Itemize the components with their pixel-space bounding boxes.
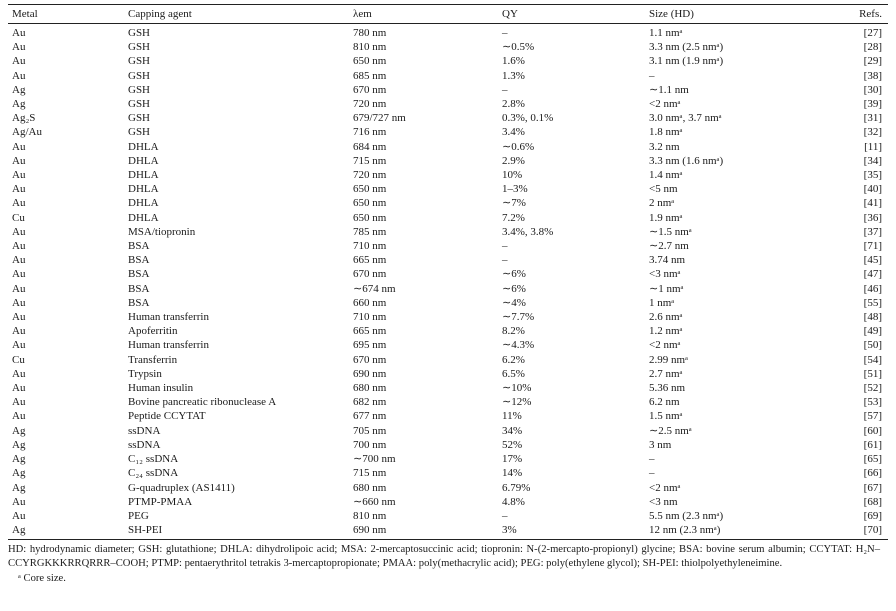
cell-emission: 700 nm [353, 438, 387, 451]
table-page [8, 0, 888, 586]
cell-emission: 710 nm [353, 311, 387, 324]
header-refs: Refs. [859, 8, 882, 20]
cell-size: <3 nm [649, 495, 678, 508]
cell-capping-agent: BSA [128, 282, 150, 295]
table-row [8, 395, 888, 409]
cell-qy: 6.2% [502, 353, 525, 366]
cell-size: 3.2 nm [649, 140, 680, 153]
cell-metal: Ag [12, 424, 26, 437]
cell-capping-agent: GSH [128, 126, 151, 139]
cell-ref: [46] [863, 282, 882, 295]
cell-qy: ∼10% [502, 382, 532, 395]
cell-capping-agent: PEG [128, 509, 149, 522]
cell-size: ∼2.7 nm [649, 240, 689, 253]
cell-capping-agent: Apoferritin [128, 325, 178, 338]
cell-qy: 1–3% [502, 183, 528, 196]
table-row [8, 424, 888, 438]
cell-emission: 785 nm [353, 225, 387, 238]
cell-capping-agent: DHLA [128, 140, 159, 153]
cell-emission: 670 nm [353, 83, 387, 96]
cell-emission: 650 nm [353, 55, 387, 68]
cell-ref: [54] [863, 353, 882, 366]
cell-ref: [11] [864, 140, 882, 153]
core-size-footnote: ᵃ Core size. [18, 573, 66, 585]
cell-capping-agent: ssDNA [128, 438, 161, 451]
table-header [8, 5, 888, 24]
cell-ref: [35] [863, 169, 882, 182]
cell-metal: Ag [12, 438, 26, 451]
cell-emission: 670 nm [353, 268, 387, 281]
cell-size: 1.1 nmᵃ [649, 27, 683, 39]
cell-size: 5.5 nm (2.3 nmᵃ) [649, 509, 724, 522]
table-row [8, 381, 888, 395]
cell-qy: ∼0.5% [502, 41, 535, 54]
cell-qy: 1.3% [502, 69, 525, 82]
cell-capping-agent: BSA [128, 240, 150, 253]
cell-qy: ∼4.3% [502, 339, 535, 352]
cell-capping-agent: GSH [128, 69, 151, 82]
cell-capping-agent: Bovine pancreatic ribonuclease A [128, 396, 277, 409]
cell-capping-agent: BSA [128, 268, 150, 281]
cell-size: 1.2 nmᵃ [649, 325, 683, 338]
cell-ref: [38] [863, 69, 882, 82]
cell-ref: [68] [863, 495, 882, 508]
table-row [8, 438, 888, 452]
table-row [8, 83, 888, 97]
cell-size: <3 nmᵃ [649, 268, 681, 281]
cell-qy: 2.8% [502, 98, 525, 111]
cell-ref: [27] [863, 27, 882, 39]
cell-metal: Au [12, 225, 26, 238]
cell-qy: 10% [502, 169, 523, 182]
cell-capping-agent: BSA [128, 296, 150, 309]
cell-ref: [47] [863, 268, 882, 281]
table-row [8, 296, 888, 310]
abbreviations-footnote: HD: hydrodynamic diameter; GSH: glutathione; DHLA: dihydrolipoic acid; MSA: 2-mercaptosuccinic acid; tiopronin: N-(2-mercapto-propionyl) glycine; BSA: bovine serum albumin; CCYTAT: H₂N–CCYRGKKKRRQRRR–COOH; PTMP: pentaerythritol tetrakis 3-mercaptopropionate; PMAA: poly(methacrylic acid); PEG: poly(ethylene glycol); SH-PEI: thiolpolyethyleneimine. [8, 544, 880, 570]
cell-size: ∼2.5 nmᵃ [649, 424, 692, 437]
cell-qy: 0.3%, 0.1% [502, 112, 554, 125]
cell-metal: Au [12, 382, 26, 395]
cell-metal: Au [12, 339, 26, 352]
cell-size: – [649, 69, 655, 82]
cell-qy: 1.6% [502, 55, 525, 68]
cell-metal: Au [12, 509, 26, 522]
cell-metal: Ag [12, 83, 26, 96]
cell-capping-agent: DHLA [128, 183, 159, 196]
header-size: Size (HD) [649, 8, 694, 20]
cell-ref: [28] [863, 41, 882, 54]
table-row [8, 338, 888, 352]
cell-ref: [48] [863, 311, 882, 324]
cell-ref: [37] [863, 225, 882, 238]
cell-emission: 680 nm [353, 481, 387, 494]
cell-capping-agent: Human transferrin [128, 311, 209, 324]
cell-qy: 2.9% [502, 154, 525, 167]
cell-ref: [50] [863, 339, 882, 352]
cell-size: 3.74 nm [649, 254, 686, 267]
cell-qy: 17% [502, 453, 523, 466]
cell-metal: Au [12, 396, 26, 409]
table-row [8, 54, 888, 68]
table-row [8, 409, 888, 423]
cell-emission: 810 nm [353, 509, 387, 522]
cell-size: 3 nm [649, 438, 672, 451]
cell-qy: ∼12% [502, 396, 532, 409]
table-row [8, 140, 888, 154]
header-capping-agent: Capping agent [128, 8, 192, 20]
cell-qy: ∼0.6% [502, 140, 535, 153]
cell-metal: Au [12, 41, 26, 54]
cell-metal: Au [12, 154, 26, 167]
cell-capping-agent: C₂₄ ssDNA [128, 467, 179, 480]
cell-ref: [55] [863, 296, 882, 309]
cell-qy: ∼7.7% [502, 311, 535, 324]
cell-emission: 810 nm [353, 41, 387, 54]
cell-emission: 665 nm [353, 325, 387, 338]
table-row [8, 282, 888, 296]
cell-size: 1.5 nmᵃ [649, 410, 683, 423]
cell-capping-agent: GSH [128, 83, 151, 96]
cell-emission: 690 nm [353, 367, 387, 380]
cell-qy: 7.2% [502, 211, 525, 224]
cell-emission: 665 nm [353, 254, 387, 267]
cell-qy: – [502, 240, 508, 253]
cell-emission: 677 nm [353, 410, 387, 423]
table-row [8, 509, 888, 523]
cell-emission: 650 nm [353, 211, 387, 224]
table-row [8, 267, 888, 281]
cell-emission: 650 nm [353, 183, 387, 196]
cell-capping-agent: BSA [128, 254, 150, 267]
cell-size: – [649, 453, 655, 466]
cell-emission: 684 nm [353, 140, 387, 153]
cell-capping-agent: ssDNA [128, 424, 161, 437]
cell-capping-agent: GSH [128, 41, 151, 54]
cell-size: 1.4 nmᵃ [649, 169, 683, 182]
cell-capping-agent: GSH [128, 27, 151, 39]
cell-qy: – [502, 83, 508, 96]
cell-ref: [39] [863, 98, 882, 111]
table-row [8, 481, 888, 495]
cell-metal: Ag [12, 481, 26, 494]
cell-emission: 690 nm [353, 524, 387, 537]
cell-metal: Au [12, 240, 26, 253]
table-row [8, 211, 888, 225]
cell-ref: [52] [863, 382, 882, 395]
cell-metal: Au [12, 183, 26, 196]
cell-emission: 679/727 nm [353, 112, 406, 125]
cell-size: – [649, 467, 655, 480]
cell-emission: 680 nm [353, 382, 387, 395]
cell-size: 3.3 nm (1.6 nmᵃ) [649, 154, 724, 167]
cell-qy: 3.4% [502, 126, 525, 139]
cell-size: <2 nmᵃ [649, 339, 681, 352]
cell-size: 3.1 nm (1.9 nmᵃ) [649, 55, 724, 68]
cell-emission: 695 nm [353, 339, 387, 352]
cell-qy: ∼6% [502, 268, 526, 281]
cell-size: 3.3 nm (2.5 nmᵃ) [649, 41, 724, 54]
cell-metal: Ag/Au [12, 126, 42, 139]
cell-emission: 715 nm [353, 467, 387, 480]
cell-capping-agent: GSH [128, 112, 151, 125]
cell-capping-agent: PTMP-PMAA [128, 495, 193, 508]
cell-metal: Au [12, 268, 26, 281]
cell-ref: [29] [863, 55, 882, 68]
table-row [8, 196, 888, 210]
cell-emission: 710 nm [353, 240, 387, 253]
cell-qy: 4.8% [502, 495, 525, 508]
cell-ref: [70] [863, 524, 882, 537]
cell-metal: Ag [12, 98, 26, 111]
table-row [8, 523, 888, 537]
cell-ref: [30] [863, 83, 882, 96]
cell-capping-agent: GSH [128, 55, 151, 68]
cell-ref: [60] [863, 424, 882, 437]
cell-capping-agent: Human transferrin [128, 339, 209, 352]
cell-qy: 14% [502, 467, 523, 480]
cell-qy: 34% [502, 424, 523, 437]
cell-metal: Au [12, 495, 26, 508]
table-row [8, 253, 888, 267]
cell-metal: Au [12, 325, 26, 338]
cell-ref: [51] [863, 367, 882, 380]
cell-metal: Cu [12, 211, 25, 224]
cell-metal: Au [12, 197, 26, 210]
cell-metal: Au [12, 27, 26, 39]
cell-qy: 6.79% [502, 481, 531, 494]
table-row [8, 310, 888, 324]
cell-metal: Ag [12, 453, 26, 466]
cell-metal: Cu [12, 353, 25, 366]
cell-qy: 6.5% [502, 367, 525, 380]
cell-capping-agent: MSA/tiopronin [128, 225, 196, 238]
cell-emission: ∼660 nm [353, 495, 396, 508]
cell-qy: – [502, 254, 508, 267]
cell-emission: 715 nm [353, 154, 387, 167]
cell-size: ∼1 nmᵃ [649, 282, 684, 295]
cell-metal: Au [12, 367, 26, 380]
cell-ref: [34] [863, 154, 882, 167]
cell-qy: 3.4%, 3.8% [502, 225, 554, 238]
cell-size: 1.8 nmᵃ [649, 126, 683, 139]
cell-metal: Au [12, 311, 26, 324]
table-row [8, 125, 888, 139]
cell-qy: 8.2% [502, 325, 525, 338]
header-emission: λem [353, 8, 372, 20]
table-row [8, 97, 888, 111]
cell-capping-agent: Peptide CCYTAT [128, 410, 206, 423]
cell-metal: Ag [12, 524, 26, 537]
cell-metal: Au [12, 169, 26, 182]
cell-qy: ∼4% [502, 296, 526, 309]
cell-metal: Au [12, 282, 26, 295]
cell-emission: ∼674 nm [353, 282, 396, 295]
cell-capping-agent: DHLA [128, 169, 159, 182]
cell-ref: [61] [863, 438, 882, 451]
table-row [8, 495, 888, 509]
cell-size: 2.6 nmᵃ [649, 311, 683, 324]
cell-ref: [45] [863, 254, 882, 267]
cell-capping-agent: DHLA [128, 197, 159, 210]
cell-ref: [40] [863, 183, 882, 196]
cell-emission: 716 nm [353, 126, 387, 139]
cell-ref: [49] [863, 325, 882, 338]
header-row [8, 5, 888, 24]
cell-size: 5.36 nm [649, 382, 686, 395]
cell-ref: [67] [863, 481, 882, 494]
table-row [8, 111, 888, 125]
cell-capping-agent: C₁₂ ssDNA [128, 453, 179, 466]
cell-capping-agent: G-quadruplex (AS1411) [128, 481, 235, 494]
cell-size: 1.9 nmᵃ [649, 211, 683, 224]
cell-emission: 720 nm [353, 98, 387, 111]
header-qy: QY [502, 8, 518, 20]
cell-emission: 685 nm [353, 69, 387, 82]
table-row [8, 239, 888, 253]
cell-emission: 682 nm [353, 396, 387, 409]
cell-ref: [57] [863, 410, 882, 423]
cell-emission: 660 nm [353, 296, 387, 309]
cell-metal: Au [12, 254, 26, 267]
cell-qy: – [502, 27, 508, 39]
cell-metal: Ag [12, 467, 26, 480]
cell-size: 12 nm (2.3 nmᵃ) [649, 524, 721, 537]
cell-metal: Au [12, 140, 26, 153]
cell-emission: 780 nm [353, 27, 387, 39]
cell-emission: 720 nm [353, 169, 387, 182]
cell-qy: 3% [502, 524, 517, 537]
cell-ref: [36] [863, 211, 882, 224]
table-row [8, 24, 888, 41]
cell-ref: [31] [863, 112, 882, 125]
cell-ref: [69] [863, 509, 882, 522]
cell-size: <2 nmᵃ [649, 481, 681, 494]
cell-emission: 705 nm [353, 424, 387, 437]
cell-size: 2 nmᵃ [649, 197, 675, 210]
cell-size: <2 nmᵃ [649, 98, 681, 111]
cell-size: <5 nm [649, 183, 678, 196]
table-row [8, 168, 888, 182]
table-row [8, 182, 888, 196]
cell-ref: [65] [863, 453, 882, 466]
cell-qy: ∼7% [502, 197, 526, 210]
cell-metal: Au [12, 55, 26, 68]
table-row [8, 69, 888, 83]
cell-capping-agent: GSH [128, 98, 151, 111]
cell-size: ∼1.1 nm [649, 83, 689, 96]
cell-qy: ∼6% [502, 282, 526, 295]
cell-ref: [53] [863, 396, 882, 409]
cell-emission: ∼700 nm [353, 453, 396, 466]
cell-size: 3.0 nmᵃ, 3.7 nmᵃ [649, 112, 722, 125]
cell-qy: – [502, 509, 508, 522]
table-row [8, 452, 888, 466]
cell-emission: 670 nm [353, 353, 387, 366]
table-body [8, 24, 888, 538]
data-table [8, 5, 888, 537]
cell-metal: Au [12, 69, 26, 82]
cell-capping-agent: DHLA [128, 211, 159, 224]
table-row [8, 324, 888, 338]
cell-capping-agent: DHLA [128, 154, 159, 167]
cell-size: 2.7 nmᵃ [649, 367, 683, 380]
cell-metal: Au [12, 410, 26, 423]
bottom-rule [8, 539, 888, 540]
cell-metal: Au [12, 296, 26, 309]
cell-metal: Ag₂S [12, 112, 36, 125]
header-metal: Metal [12, 8, 38, 20]
cell-capping-agent: SH-PEI [128, 524, 163, 537]
cell-capping-agent: Transferrin [128, 353, 178, 366]
cell-size: ∼1.5 nmᵃ [649, 225, 692, 238]
cell-ref: [71] [863, 240, 882, 253]
table-row [8, 367, 888, 381]
table-row [8, 353, 888, 367]
cell-ref: [41] [863, 197, 882, 210]
cell-ref: [32] [863, 126, 882, 139]
cell-ref: [66] [863, 467, 882, 480]
cell-size: 1 nmᵃ [649, 296, 675, 309]
table-row [8, 40, 888, 54]
cell-emission: 650 nm [353, 197, 387, 210]
cell-size: 6.2 nm [649, 396, 680, 409]
cell-qy: 52% [502, 438, 523, 451]
cell-size: 2.99 nmᵃ [649, 353, 689, 366]
table-row [8, 466, 888, 480]
cell-capping-agent: Trypsin [128, 367, 162, 380]
cell-capping-agent: Human insulin [128, 382, 194, 395]
cell-qy: 11% [502, 410, 522, 423]
table-row [8, 154, 888, 168]
table-row [8, 225, 888, 239]
